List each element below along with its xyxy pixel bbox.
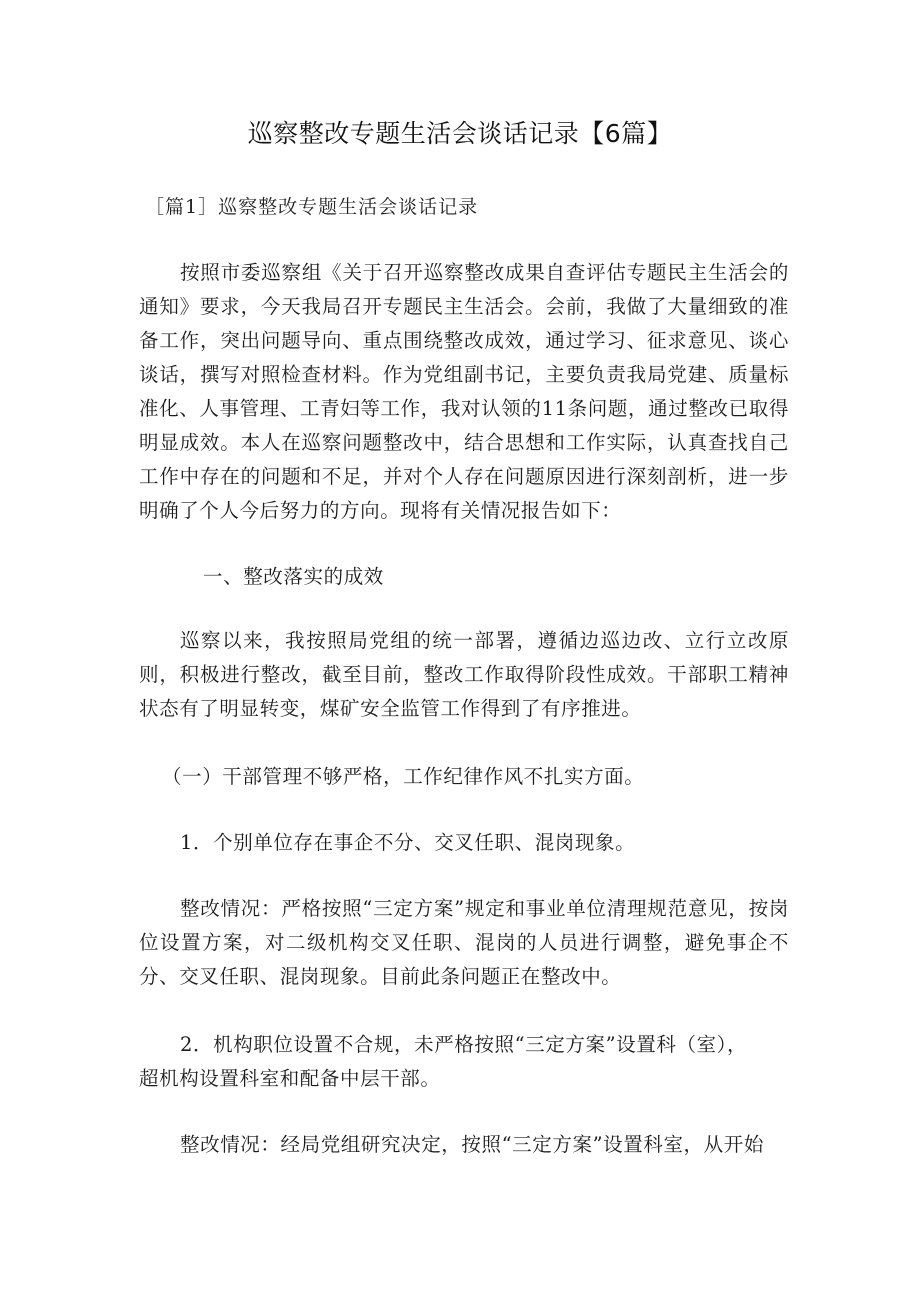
document-title: 巡察整改专题生活会谈话记录【6篇】 (247, 119, 673, 148)
item-2-heading-line-2: 超机构设置科室和配备中层干部。 (139, 1067, 441, 1090)
paragraph-intro: 按照市委巡察组《关于召开巡察整改成果自查评估专题民主生活会的通知》要求，今天我局召开专题民主生活会。会前，我做了大量细致的准备工作，突出问题导向、重点围绕整改成效，通过学习、征求意见、谈心谈话，撰写对照检查材料。作为党组副书记，主要负责我局党建、质量标准化、人事管理、工青妇等工作，我对认领的11条问题，通过整改已取得明显成效。本人在巡察问题整改中，结合思想和工作实际，认真查找自己工作中存在的问题和不足，并对个人存在问题原因进行深刻剖析，进一步明确了个人今后努力的方向。现将有关情况报告如下： (139, 261, 789, 522)
paragraph-results: 巡察以来，我按照局党组的统一部署，遵循边巡边改、立行立改原则，积极进行整改，截至目前，整改工作取得阶段性成效。干部职工精神状态有了明显转变，煤矿安全监管工作得到了有序推进。 (139, 629, 789, 720)
paragraph-item-1-status: 整改情况：严格按照“三定方案”规定和事业单位清理规范意见，按岗位设置方案，对二级机构交叉任职、混岗的人员进行调整，避免事企不分、交叉任职、混岗现象。目前此条问题正在整改中。 (139, 897, 789, 988)
item-2-heading (139, 1028, 799, 1096)
subheading-cadre-management: （一）干部管理不够严格，工作纪律作风不扎实方面。 (162, 765, 645, 788)
heading-rectification-results: 一、整改落实的成效 (203, 565, 384, 588)
item-2-heading-line-1: 2．机构职位设置不合规，未严格按照“三定方案”设置科（室）， (180, 1033, 748, 1056)
paragraph-item-2-status: 整改情况：经局党组研究决定，按照“三定方案”设置科室，从开始 (180, 1133, 764, 1156)
item-1-heading: 1．个别单位存在事企不分、交叉任职、混岗现象。 (180, 831, 636, 854)
section-label: ［篇1］巡察整改专题生活会谈话记录 (145, 196, 479, 218)
